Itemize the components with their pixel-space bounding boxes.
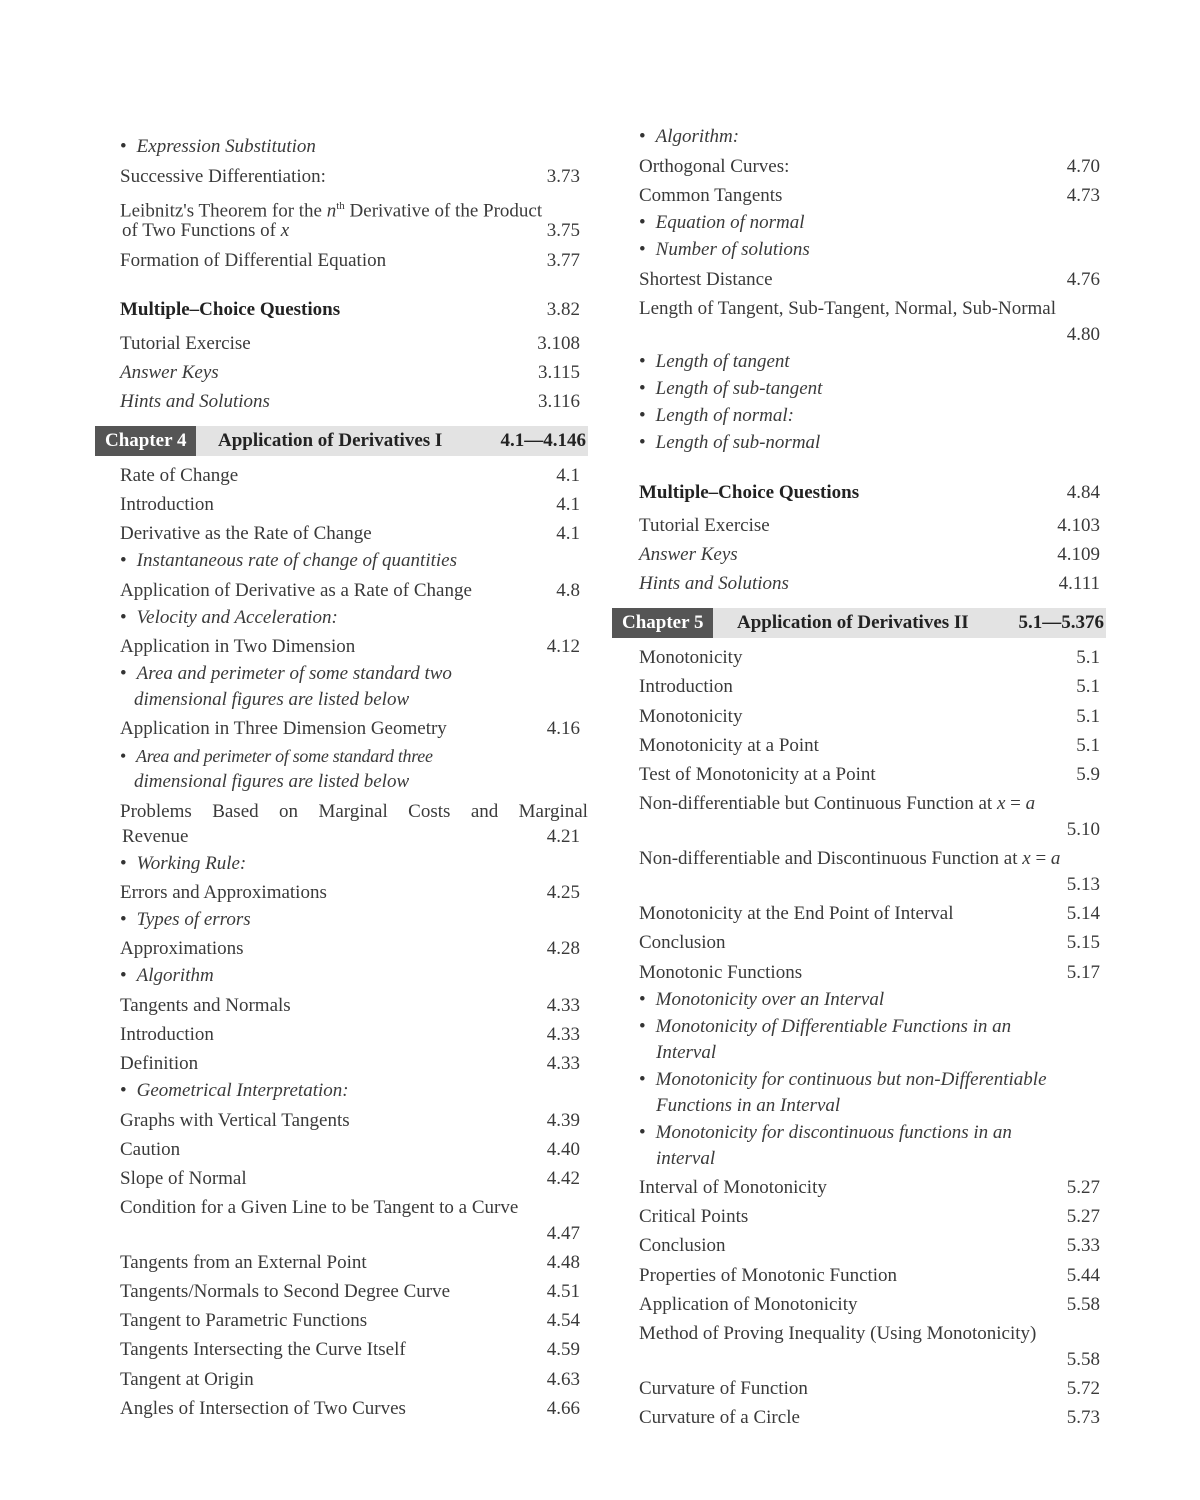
entry-text: Non-differentiable but Continuous Function at bbox=[639, 793, 997, 814]
toc-entry-three-dimension[interactable]: Application in Three Dimension Geometry bbox=[120, 718, 447, 739]
var-x: x bbox=[996, 793, 1006, 814]
page-number: 4.40 bbox=[546, 1139, 580, 1160]
page-number: 4.73 bbox=[1066, 185, 1100, 206]
page-number: 5.58 bbox=[1066, 1349, 1100, 1370]
toc-entry[interactable]: Introduction bbox=[120, 494, 214, 515]
chapter-tag: Chapter 4 bbox=[95, 426, 196, 456]
toc-entry-shortest-distance[interactable]: Shortest Distance bbox=[639, 269, 773, 290]
page-number: 4.21 bbox=[546, 826, 580, 847]
page-number: 4.16 bbox=[546, 718, 580, 739]
word: Based bbox=[212, 801, 259, 822]
toc-entry[interactable]: Curvature of Function bbox=[639, 1378, 808, 1399]
bullet-algorithm: • Algorithm: bbox=[639, 126, 739, 148]
page-number: 4.39 bbox=[546, 1110, 580, 1131]
toc-entry-marginal[interactable] bbox=[120, 801, 588, 823]
page-number: 5.17 bbox=[1066, 962, 1100, 983]
bullet-length-sub-tangent: • Length of sub-tangent bbox=[639, 378, 822, 400]
chapter-tag: Chapter 5 bbox=[612, 608, 713, 638]
page-number: 5.14 bbox=[1066, 903, 1100, 924]
toc-entry-condition-tangent[interactable]: Condition for a Given Line to be Tangent to a Curve bbox=[120, 1197, 519, 1218]
page-number: 4.33 bbox=[546, 1024, 580, 1045]
bullet-area-three: • Area and perimeter of some standard three bbox=[120, 745, 433, 767]
toc-entry-two-dimension[interactable]: Application in Two Dimension bbox=[120, 636, 356, 657]
page-number: 4.25 bbox=[546, 882, 580, 903]
equals: = bbox=[1030, 848, 1051, 869]
page-number: 5.13 bbox=[1066, 874, 1100, 895]
toc-entry[interactable]: Tangents/Normals to Second Degree Curve bbox=[120, 1281, 451, 1302]
bullet-monotonicity-continuous-cont: Functions in an Interval bbox=[656, 1095, 841, 1116]
page-number: 4.47 bbox=[546, 1223, 580, 1244]
chapter-title: Application of Derivatives II bbox=[737, 612, 969, 633]
toc-entry[interactable]: Monotonicity at a Point bbox=[639, 735, 819, 756]
page-number: 5.27 bbox=[1066, 1206, 1100, 1227]
page-number: 4.111 bbox=[1058, 573, 1100, 594]
toc-entry-answer-keys[interactable]: Answer Keys bbox=[120, 362, 219, 383]
page-number: 4.1 bbox=[556, 494, 580, 515]
page-number: 5.73 bbox=[1066, 1407, 1100, 1428]
toc-entry-hints[interactable]: Hints and Solutions bbox=[639, 573, 789, 594]
toc-entry-approximations[interactable]: Approximations bbox=[120, 938, 244, 959]
page-number: 4.80 bbox=[1066, 324, 1100, 345]
bullet-area-two: • Area and perimeter of some standard two bbox=[120, 663, 452, 685]
toc-entry[interactable]: Slope of Normal bbox=[120, 1168, 247, 1189]
toc-entry-orthogonal[interactable]: Orthogonal Curves: bbox=[639, 156, 790, 177]
page-number: 4.1 bbox=[556, 465, 580, 486]
toc-entry[interactable]: Tangent at Origin bbox=[120, 1369, 254, 1390]
toc-entry[interactable]: Tangents from an External Point bbox=[120, 1252, 367, 1273]
bullet-expression-substitution: • Expression Substitution bbox=[120, 136, 316, 158]
page-number: 5.1 bbox=[1076, 647, 1100, 668]
page-number: 5.10 bbox=[1066, 819, 1100, 840]
page-number: 4.66 bbox=[546, 1398, 580, 1419]
chapter-page-range: 5.1—5.376 bbox=[1018, 612, 1104, 633]
toc-entry[interactable]: Test of Monotonicity at a Point bbox=[639, 764, 876, 785]
chapter-page-range: 4.1—4.146 bbox=[500, 430, 586, 451]
toc-entry-formation[interactable]: Formation of Differential Equation bbox=[120, 250, 387, 271]
bullet-monotonicity-differentiable: • Monotonicity of Differentiable Functions in an bbox=[639, 1016, 1011, 1038]
toc-entry-mcq[interactable]: Multiple–Choice Questions bbox=[639, 482, 860, 503]
var-a: a bbox=[1025, 793, 1036, 814]
page-number: 4.54 bbox=[546, 1310, 580, 1331]
bullet-monotonicity-differentiable-cont: Interval bbox=[656, 1042, 717, 1063]
toc-entry-hints[interactable]: Hints and Solutions bbox=[120, 391, 270, 412]
leibnitz-line2: of Two Functions of bbox=[122, 220, 281, 241]
page-number: 5.1 bbox=[1076, 735, 1100, 756]
bullet-monotonicity-discontinuous: • Monotonicity for discontinuous functions in an bbox=[639, 1122, 1012, 1144]
page-number: 5.9 bbox=[1076, 764, 1100, 785]
entry-text: Non-differentiable and Discontinuous Function at bbox=[639, 848, 1023, 869]
word: Problems bbox=[120, 801, 192, 822]
chapter-5-header[interactable] bbox=[612, 608, 1106, 638]
bullet-monotonicity-discontinuous-cont: interval bbox=[656, 1148, 716, 1169]
toc-entry-method-inequality[interactable]: Method of Proving Inequality (Using Monotonicity) bbox=[639, 1323, 1037, 1344]
page-number: 4.84 bbox=[1066, 482, 1100, 503]
toc-entry[interactable]: Monotonicity bbox=[639, 706, 743, 727]
bullet-types-of-errors: • Types of errors bbox=[120, 909, 251, 931]
var-a: a bbox=[1050, 848, 1061, 869]
page-number: 3.116 bbox=[537, 391, 580, 412]
toc-entry[interactable]: Tangent to Parametric Functions bbox=[120, 1310, 368, 1331]
page-number: 5.44 bbox=[1066, 1265, 1100, 1286]
toc-entry-errors[interactable]: Errors and Approximations bbox=[120, 882, 327, 903]
toc-entry-common-tangents[interactable]: Common Tangents bbox=[639, 185, 783, 206]
toc-entry-leibnitz-cont bbox=[122, 220, 289, 242]
page-number: 4.76 bbox=[1066, 269, 1100, 290]
toc-entry[interactable]: Conclusion bbox=[639, 1235, 726, 1256]
leibnitz-n: n bbox=[326, 200, 337, 222]
chapter-4-header[interactable] bbox=[95, 426, 588, 456]
page-number: 5.58 bbox=[1066, 1294, 1100, 1315]
page-number: 5.1 bbox=[1076, 706, 1100, 727]
toc-entry[interactable]: Monotonicity at the End Point of Interval bbox=[639, 903, 954, 924]
leibnitz-th: th bbox=[336, 200, 345, 212]
toc-entry-mcq[interactable]: Multiple–Choice Questions bbox=[120, 299, 341, 320]
page-number: 3.108 bbox=[537, 333, 580, 354]
toc-entry[interactable]: Monotonic Functions bbox=[639, 962, 803, 983]
word: Costs bbox=[408, 801, 451, 822]
toc-entry[interactable]: Tangents Intersecting the Curve Itself bbox=[120, 1339, 406, 1360]
toc-entry[interactable]: Definition bbox=[120, 1053, 199, 1074]
toc-entry-application-rate[interactable]: Application of Derivative as a Rate of Change bbox=[120, 580, 472, 601]
toc-entry-length-tangent[interactable]: Length of Tangent, Sub-Tangent, Normal, Sub-Normal bbox=[639, 298, 1057, 319]
bullet-area-three-cont: dimensional figures are listed below bbox=[134, 771, 410, 792]
toc-entry[interactable]: Graphs with Vertical Tangents bbox=[120, 1110, 350, 1131]
page-number: 4.109 bbox=[1057, 544, 1100, 565]
page-number: 5.15 bbox=[1066, 932, 1100, 953]
bullet-algorithm: • Algorithm bbox=[120, 965, 214, 987]
toc-entry[interactable]: Conclusion bbox=[639, 932, 726, 953]
page-number: 4.33 bbox=[546, 1053, 580, 1074]
page-number: 4.12 bbox=[546, 636, 580, 657]
word: and bbox=[470, 801, 499, 822]
page-number: 4.33 bbox=[546, 995, 580, 1016]
toc-entry[interactable]: Tangents and Normals bbox=[120, 995, 291, 1016]
bullet-working-rule: • Working Rule: bbox=[120, 853, 246, 875]
var-x: x bbox=[1022, 848, 1031, 869]
toc-entry[interactable]: Rate of Change bbox=[120, 465, 239, 486]
page-number: 5.72 bbox=[1066, 1378, 1100, 1399]
page-number: 4.63 bbox=[546, 1369, 580, 1390]
toc-entry[interactable]: Properties of Monotonic Function bbox=[639, 1265, 898, 1286]
bullet-instantaneous-rate: • Instantaneous rate of change of quantities bbox=[120, 550, 457, 572]
page-number: 4.8 bbox=[556, 580, 580, 601]
toc-entry[interactable]: Introduction bbox=[120, 1024, 214, 1045]
toc-entry[interactable]: Curvature of a Circle bbox=[639, 1407, 800, 1428]
page-number: 4.1 bbox=[556, 523, 580, 544]
toc-entry-nondiff-discontinuous[interactable] bbox=[639, 848, 1060, 870]
leibnitz-x: x bbox=[280, 220, 290, 241]
page-number: 3.115 bbox=[537, 362, 580, 383]
bullet-equation-normal: • Equation of normal bbox=[639, 212, 805, 234]
toc-entry[interactable]: Introduction bbox=[639, 676, 733, 697]
page-number: 3.73 bbox=[546, 166, 580, 187]
toc-entry[interactable]: Application of Monotonicity bbox=[639, 1294, 858, 1315]
bullet-length-tangent: • Length of tangent bbox=[639, 351, 790, 373]
bullet-monotonicity-interval: • Monotonicity over an Interval bbox=[639, 989, 884, 1011]
word: on bbox=[279, 801, 299, 822]
toc-entry-marginal-cont: Revenue bbox=[122, 826, 189, 847]
toc-entry[interactable]: Angles of Intersection of Two Curves bbox=[120, 1398, 406, 1419]
bullet-geometrical: • Geometrical Interpretation: bbox=[120, 1080, 349, 1102]
page-number: 4.70 bbox=[1066, 156, 1100, 177]
toc-entry[interactable]: Monotonicity bbox=[639, 647, 743, 668]
page-number: 5.27 bbox=[1066, 1177, 1100, 1198]
bullet-velocity: • Velocity and Acceleration: bbox=[120, 607, 338, 629]
bullet-length-sub-normal: • Length of sub-normal bbox=[639, 432, 820, 454]
bullet-length-normal: • Length of normal: bbox=[639, 405, 794, 427]
toc-entry-tutorial[interactable]: Tutorial Exercise bbox=[639, 515, 770, 536]
page-number: 5.33 bbox=[1066, 1235, 1100, 1256]
toc-entry-successive-differentiation[interactable]: Successive Differentiation: bbox=[120, 166, 326, 187]
leibnitz-rest: Derivative of the Product bbox=[344, 200, 543, 222]
toc-entry[interactable]: Derivative as the Rate of Change bbox=[120, 523, 372, 544]
bullet-number-solutions: • Number of solutions bbox=[639, 239, 810, 261]
word: Marginal bbox=[318, 801, 388, 822]
page-number: 4.103 bbox=[1057, 515, 1100, 536]
toc-entry-leibnitz[interactable] bbox=[120, 195, 542, 222]
page-number: 4.59 bbox=[546, 1339, 580, 1360]
toc-entry[interactable]: Caution bbox=[120, 1139, 181, 1160]
page-number: 5.1 bbox=[1076, 676, 1100, 697]
page-number: 3.75 bbox=[546, 220, 580, 241]
page-number: 4.48 bbox=[546, 1252, 580, 1273]
page-number: 3.82 bbox=[546, 299, 580, 320]
bullet-area-two-cont: dimensional figures are listed below bbox=[134, 689, 410, 710]
page-number: 3.77 bbox=[546, 250, 580, 271]
chapter-title: Application of Derivatives I bbox=[218, 430, 443, 451]
page-number: 4.28 bbox=[546, 938, 580, 959]
toc-entry-answer-keys[interactable]: Answer Keys bbox=[639, 544, 738, 565]
bullet-monotonicity-continuous: • Monotonicity for continuous but non-Differentiable bbox=[639, 1069, 1047, 1091]
toc-entry[interactable]: Interval of Monotonicity bbox=[639, 1177, 827, 1198]
toc-entry-nondiff-continuous[interactable] bbox=[639, 793, 1035, 815]
equals: = bbox=[1005, 793, 1026, 814]
toc-entry[interactable]: Critical Points bbox=[639, 1206, 749, 1227]
page-number: 4.42 bbox=[546, 1168, 580, 1189]
word: Marginal bbox=[518, 801, 588, 822]
page-number: 4.51 bbox=[546, 1281, 580, 1302]
leibnitz-text: Leibnitz's Theorem for the bbox=[120, 200, 327, 222]
toc-entry-tutorial[interactable]: Tutorial Exercise bbox=[120, 333, 251, 354]
